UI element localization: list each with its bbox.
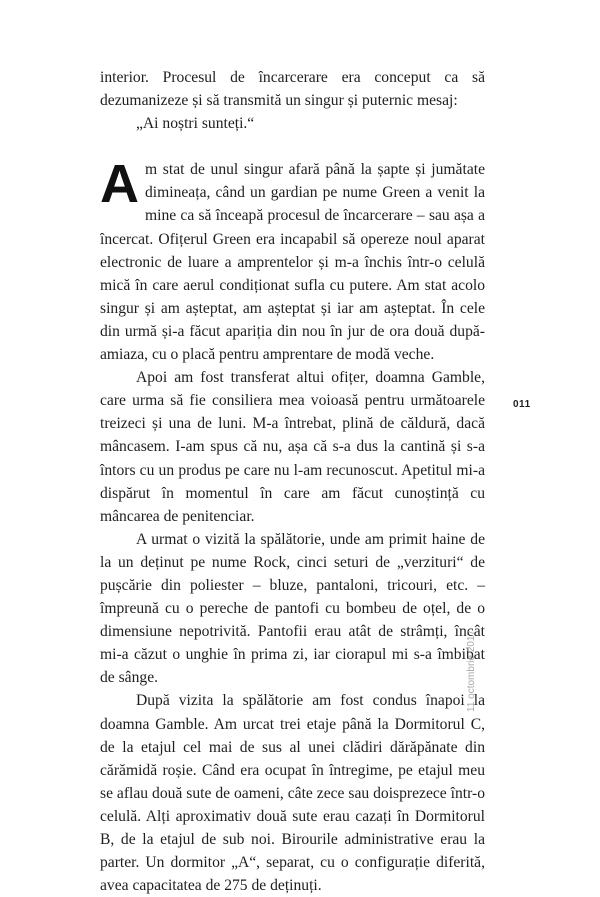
paragraph-dropcap-text: m stat de unul singur afară până la șapte și jumătate dimineața, când un gardian pe nume Green a venit la mine ca să înceapă procesul de încarcerare – sau așa a încercat. Ofițerul Green era incapabil să opereze noul aparat electronic de luare a amprentelor și m-a închis într-o celulă mică în care aerul condiționat sufla cu putere. Am stat acolo singur și am așteptat, am așteptat și iar am așteptat. În cele din urmă și-a făcut apariția din nou în jur de ora două după-amiaza, cu o placă pentru amprentare de modă veche. [100, 161, 485, 364]
page-number: 011 [513, 399, 531, 410]
paragraph-3: A urmat o vizită la spălătorie, unde am primit haine de la un deținut pe nume Rock, cinci seturi de „verzituri“ de pușcărie din poliester – bluze, pantaloni, tricouri, etc. – împreună cu o pereche de pantofi cu bombeu de oțel, de o dimensiune nepotrivită. Pantofii erau atât de strâmți, încât mi-a căzut o unghie în prima zi, iar ciorapul mi s-a îmbibat de sânge. [100, 530, 485, 687]
paragraph-4: După vizita la spălătorie am fost condus înapoi la doamna Gamble. Am urcat trei etaje până la Dormitorul C, de la etajul cel mai de sus al unei clădiri dărăpănate din cărămidă roșie. Când era ocupat în întregime, pe etajul meu se aflau două sute de oameni, câte zece sau doisprezece într-o celulă. Alți aproximativ două sute erau cazați în Dormitorul B, de la etajul de sub noi. Birourile administrative erau la parter. Un dormitor „A“, separat, cu o configurație diferită, avea capacitatea de 275 de deținuți. [100, 692, 485, 895]
body-text [100, 66, 485, 897]
paragraph-dropcap [100, 154, 485, 366]
quote-line: „Ai noștri sunteți.“ [136, 115, 255, 133]
drop-cap-letter: A [100, 154, 139, 215]
paragraph-2: Apoi am fost transferat altui ofițer, doamna Gamble, care urma să fie consiliera mea voioasă pentru următoarele treizeci și una de luni. M-a întrebat, plină de căldură, dacă mâncasem. I-am spus că nu, așa că s-a dus la cantină și s-a întors cu un produs pe care nu l-am recunoscut. Apetitul mi-a dispărut în momentul în care am făcut cunoștință cu mâncarea de penitenciar. [100, 369, 485, 525]
date-stamp: 11 octombrie 2017 [466, 629, 477, 712]
paragraph-continued: interior. Procesul de încarcerare era conceput ca să dezumanizeze și să transmită un singur și puternic mesaj: [100, 69, 485, 110]
